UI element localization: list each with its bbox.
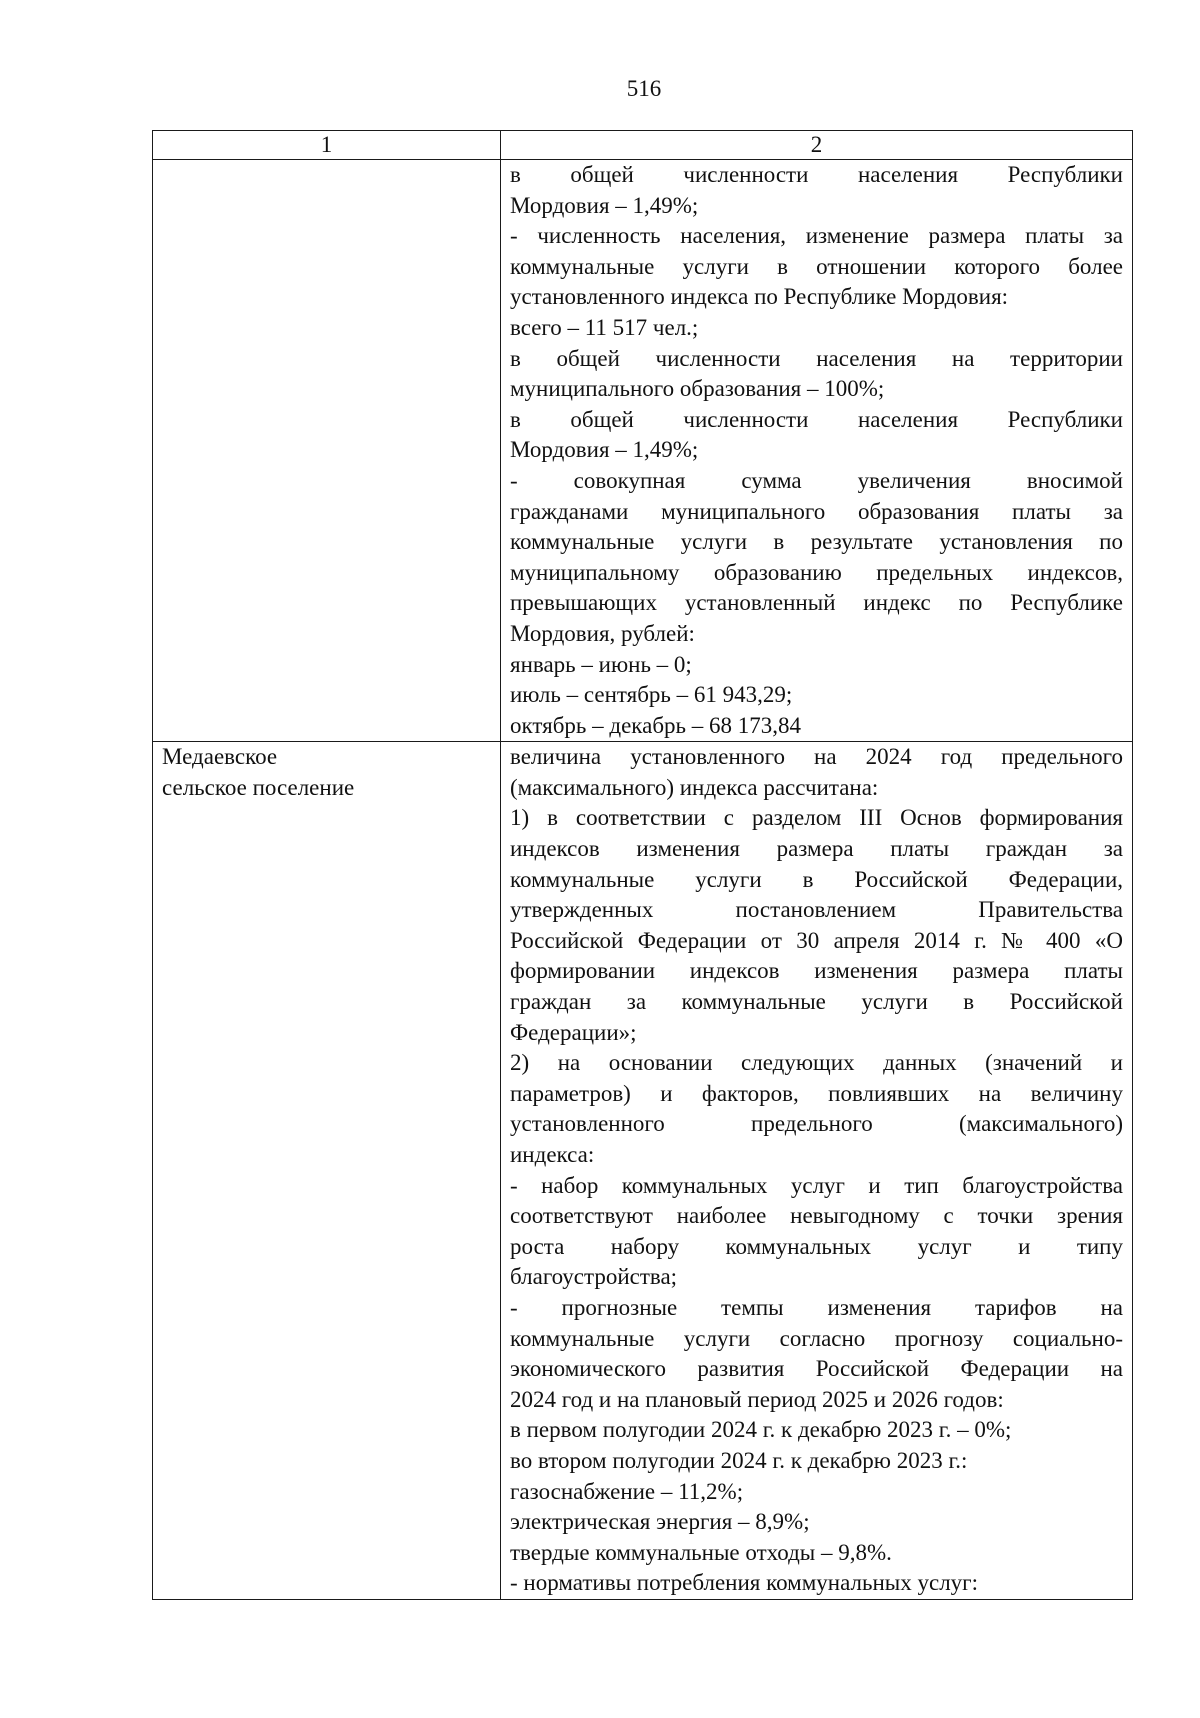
description-line: соответствуют наиболее невыгодному с точки зрения [510,1203,1123,1229]
description-line: - численность населения, изменение размера платы за [510,223,1123,249]
description-line: в общей численности населения Республики [510,162,1123,187]
description-line: муниципального образования – 100%; [510,376,885,402]
description-line: Федерации»; [510,1019,637,1045]
description-line: - нормативы потребления коммунальных услуг: [510,1570,978,1596]
description-line: коммунальные услуги в отношении которого более [510,253,1123,279]
table-header-row [153,131,1133,160]
description-line: июль – сентябрь – 61 943,29; [510,682,793,708]
description-line: параметров) и факторов, повлиявших на величину [510,1080,1123,1106]
description-line: благоустройства; [510,1264,678,1290]
description-line: муниципальному образованию предельных индексов, [510,559,1123,585]
municipality-name-line: сельское поселение [162,774,355,800]
description-line: Мордовия – 1,49%; [510,437,699,463]
description-cell [501,742,1133,1600]
municipality-name-line: Медаевское [162,744,278,770]
description-line: величина установленного на 2024 год предельного [510,744,1123,770]
description-line: 2) на основании следующих данных (значений и [510,1050,1123,1076]
description-line: граждан за коммунальные услуги в Российской [510,989,1123,1015]
table-row [153,742,1133,1600]
description-line: утвержденных постановлением Правительства [510,897,1123,923]
description-line: формировании индексов изменения размера платы [510,958,1123,984]
description-line: Мордовия, рублей: [510,620,695,646]
description-line: - совокупная сумма увеличения вносимой [510,467,1123,493]
description-line: во втором полугодии 2024 г. к декабрю 2023 г.: [510,1447,968,1473]
description-line: индексов изменения размера платы граждан за [510,836,1123,862]
table-row [153,160,1133,742]
description-line: январь – июнь – 0; [510,651,692,677]
municipality-cell [153,742,501,1600]
description-line: установленного индекса по Республике Мордовия: [510,284,1009,310]
description-line: - набор коммунальных услуг и тип благоустройства [510,1172,1123,1198]
description-line: коммунальные услуги согласно прогнозу социально- [510,1325,1123,1351]
description-line: 2024 год и на плановый период 2025 и 2026 годов: [510,1386,1004,1412]
page-number: 516 [626,76,662,101]
description-line: в общей численности населения на территории [510,345,1123,371]
document-table [152,130,1133,1600]
description-line: - прогнозные темпы изменения тарифов на [510,1294,1123,1320]
description-line: Российской Федерации от 30 апреля 2014 г. № 400 «О [510,927,1123,953]
description-cell [501,160,1133,742]
description-line: октябрь – декабрь – 68 173,84 [510,712,802,738]
column-header-1: 1 [153,131,501,160]
description-line: (максимального) индекса рассчитана: [510,774,879,800]
description-line: экономического развития Российской Федерации на [510,1356,1123,1382]
description-line: газоснабжение – 11,2%; [510,1478,744,1504]
municipality-cell [153,160,501,742]
description-line: коммунальные услуги в Российской Федерации, [510,866,1123,892]
description-line: установленного предельного (максимального) [510,1111,1123,1137]
description-line: роста набору коммунальных услуг и типу [510,1233,1123,1259]
description-line: Мордовия – 1,49%; [510,192,699,218]
description-line: превышающих установленный индекс по Республике [510,590,1123,616]
description-line: в первом полугодии 2024 г. к декабрю 2023 г. – 0%; [510,1417,1012,1443]
description-line: всего – 11 517 чел.; [510,314,699,340]
description-line: в общей численности населения Республики [510,406,1123,432]
description-line: гражданами муниципального образования платы за [510,498,1123,524]
description-line: твердые коммунальные отходы – 9,8%. [510,1539,892,1565]
description-line: 1) в соответствии с разделом III Основ формирования [510,805,1123,831]
description-line: коммунальные услуги в результате установления по [510,529,1123,555]
description-line: индекса: [510,1142,595,1167]
column-header-2: 2 [501,131,1133,160]
description-line: электрическая энергия – 8,9%; [510,1509,810,1535]
